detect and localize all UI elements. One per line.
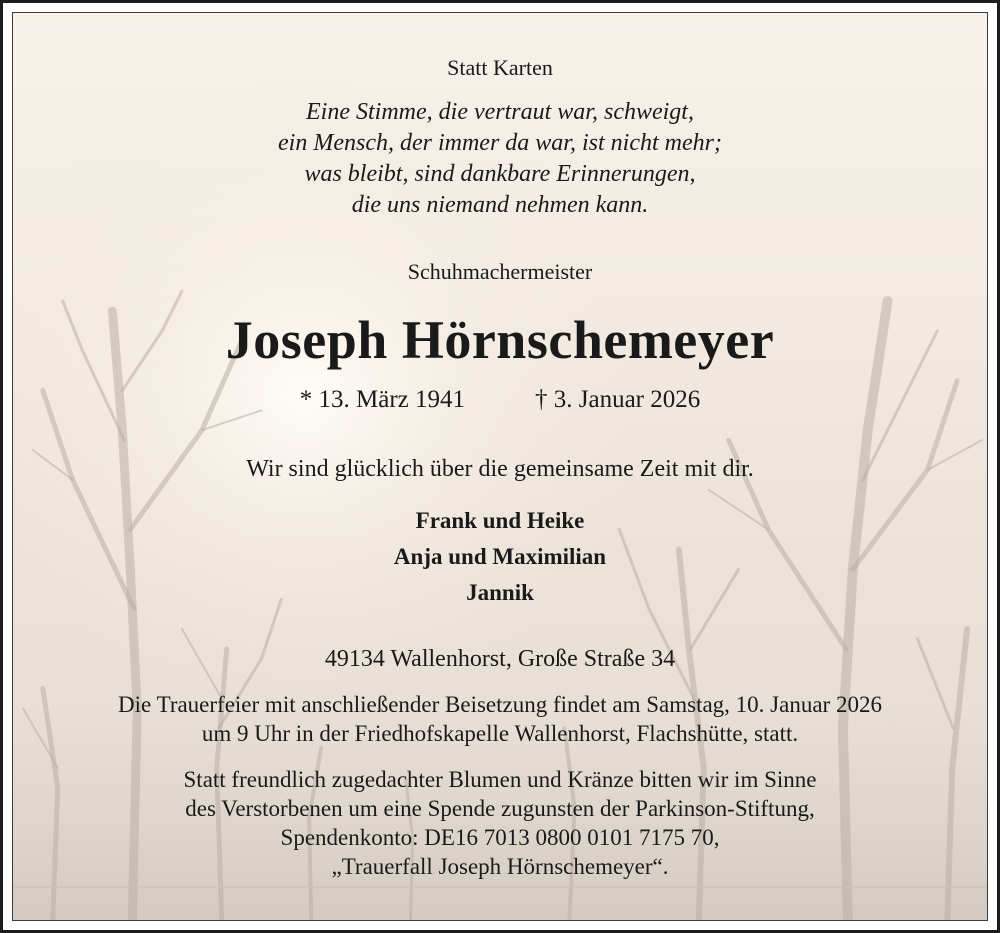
profession-text: Schuhmachermeister [407, 259, 593, 284]
poem-line: die uns niemand nehmen kann. [351, 192, 649, 218]
family-member: Frank und Heike [415, 508, 585, 533]
gratitude-text: Wir sind glücklich über die gemeinsame Zeit mit dir. [246, 456, 754, 482]
poem-line: ein Mensch, der immer da war, ist nicht mehr; [278, 130, 722, 156]
obituary-content [13, 13, 987, 920]
family-member: Jannik [466, 580, 534, 605]
donation-line: des Verstorbenen um eine Spende zugunsten der Parkinson-Stiftung, [185, 796, 815, 821]
donation-line: Spendenkonto: DE16 7013 0800 0101 7175 70, [280, 825, 720, 850]
poem-line: Eine Stimme, die vertraut war, schweigt, [306, 99, 694, 125]
deceased-name: Joseph Hörnschemeyer [225, 310, 775, 370]
donation-line: „Trauerfall Joseph Hörnschemeyer“. [331, 854, 669, 879]
birth-date: * 13. März 1941 [299, 386, 465, 413]
obituary-card [12, 12, 988, 921]
address-text: 49134 Wallenhorst, Große Straße 34 [324, 646, 676, 672]
poem-line: was bleibt, sind dankbare Erinnerungen, [304, 161, 696, 187]
header-text: Statt Karten [447, 55, 553, 80]
funeral-line: Die Trauerfeier mit anschließender Beisetzung findet am Samstag, 10. Januar 2026 [118, 692, 882, 717]
death-date: † 3. Januar 2026 [535, 386, 701, 413]
family-member: Anja und Maximilian [393, 544, 607, 569]
life-dates [13, 386, 987, 414]
funeral-line: um 9 Uhr in der Friedhofskapelle Wallenhorst, Flachshütte, statt. [201, 721, 799, 746]
donation-line: Statt freundlich zugedachter Blumen und Kränze bitten wir im Sinne [183, 767, 817, 792]
